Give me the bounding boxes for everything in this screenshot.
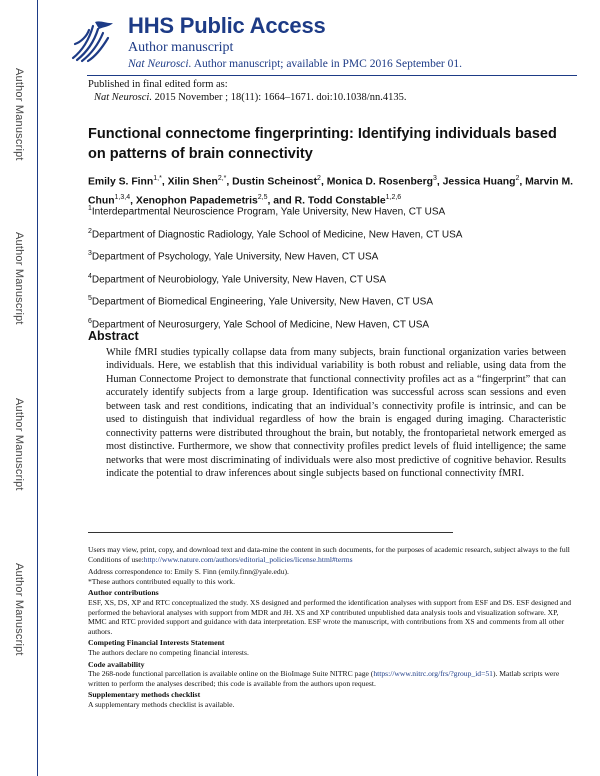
code-availability-text: The 268-node functional parcellation is available online on the BioImage Suite NITRC page (https://www.nitrc.org/frs/?group_id=51). Matlab scripts were written to perform the analyses described; this code is available from the authors upon request.	[88, 669, 560, 688]
abstract-heading: Abstract	[88, 329, 139, 343]
contributions-text: ESF, XS, DS, XP and RTC conceptualized the study. XS designed and performed the identification analyses with support from ESF and DS. ESF designed and performed the behavioral analyses with support from MDR and JH. XS and XP contributed unpublished data analysis tools and visualization software. XP, MMC and RTC provided support and guidance with data interpretation. ESF wrote the manuscript, with contributions from XS and comments from all other authors.	[88, 597, 572, 636]
footnote-rule	[88, 532, 453, 533]
affiliation-number: 5	[88, 295, 92, 302]
affiliation-text: Department of Psychology, Yale University, New Haven, CT USA	[91, 251, 379, 263]
affiliation-text: Department of Diagnostic Radiology, Yale School of Medicine, New Haven, CT USA	[91, 228, 463, 240]
affiliation	[88, 295, 578, 318]
nitrc-link[interactable]: https://www.nitrc.org/frs/?group_id=51	[373, 669, 493, 679]
author-manuscript-label: Author Manuscript	[13, 232, 25, 325]
author-separator: ,	[519, 176, 526, 188]
author-name: Marvin M. Chun	[88, 176, 574, 207]
affiliation	[88, 205, 578, 228]
journal-name: Nat Neurosci.	[128, 58, 192, 70]
affiliation-number: 4	[88, 272, 92, 280]
author-affiliation-marker: 2,5	[257, 194, 268, 202]
affiliation-text: Department of Neurosurgery, Yale School of Medicine, New Haven, CT USA	[91, 318, 430, 330]
terms-of-use: Users may view, print, copy, and download text and data-mine the content in such documents, for the purposes of academic research, subject always to the full Conditions of use:http://www.nature.com/authors/editorial_policies/license.html#terms	[88, 545, 570, 564]
author-name: Jessica Huang	[442, 176, 516, 188]
affiliation	[88, 318, 578, 341]
author-name: Xenophon Papademetris	[135, 195, 258, 207]
affiliation	[88, 228, 578, 251]
availability-line	[128, 58, 462, 70]
competing-interests-heading: Competing Financial Interests Statement	[88, 638, 225, 648]
author-separator: ,	[130, 195, 136, 207]
author-manuscript-label: Author Manuscript	[13, 68, 25, 161]
author-affiliation-marker: 1,2,6	[385, 194, 402, 202]
competing-interests-text: The authors declare no competing financial interests.	[88, 647, 249, 657]
margin-rule	[37, 0, 38, 776]
author-separator: ,	[161, 176, 168, 188]
author-name: R. Todd Constable	[294, 195, 386, 207]
equal-contribution-note: *These authors contributed equally to this work.	[88, 576, 235, 586]
author-manuscript-label: Author Manuscript	[13, 398, 25, 491]
affiliation-number: 2	[88, 227, 92, 235]
author-affiliation-marker: 1,3,4	[114, 194, 131, 202]
affiliation-number: 1	[88, 205, 92, 212]
code-availability-heading: Code availability	[88, 659, 145, 669]
author-name: Dustin Scheinost	[232, 176, 318, 188]
paper-title: Functional connectome fingerprinting: Identifying individuals based on patterns of brain connectivity	[88, 126, 557, 162]
author-name: Xilin Shen	[167, 176, 218, 188]
affiliation-text: Interdepartmental Neuroscience Program, Yale University, New Haven, CT USA	[91, 206, 446, 218]
author-affiliation-marker: 2	[515, 175, 520, 182]
author-manuscript-label: Author Manuscript	[13, 563, 25, 656]
availability-text: Author manuscript; available in PMC 2016 September 01.	[191, 58, 462, 70]
supplementary-text: A supplementary methods checklist is available.	[88, 699, 235, 709]
hhs-public-access-title: HHS Public Access	[128, 13, 326, 38]
abstract-text: While fMRI studies typically collapse data from many subjects, brain functional organization varies between individuals. Here, we establish that this individual variability is both robust and reliable, using data from the Human Connectome Project to demonstrate that functional connectivity profiles act as a “fingerprint” that can accurately identify subjects from a large group. Identification was successful across scan sessions and even between task and rest conditions, indicating that an individual’s connectivity profile is intrinsic, and can be used to distinguish that individual regardless of how the brain is engaged during imaging. Characteristic connectivity patterns were distributed throughout the brain, but notably, the frontoparietal network emerged as most distinctive. Furthermore, we show that connectivity profiles predict levels of fluid intelligence; the same networks that were most discriminating of individuals were also most predictive of cognitive behavior. Results indicate the potential to draw inferences about single subjects based on functional connectivity fMRI.	[106, 347, 566, 480]
supplementary-heading: Supplementary methods checklist	[88, 690, 201, 700]
citation-journal: Nat Neurosci.	[94, 92, 152, 103]
affiliation-number: 3	[88, 250, 92, 257]
hhs-eagle-logo-icon	[67, 14, 119, 66]
author-affiliation-marker: 1,*	[153, 175, 162, 182]
citation	[88, 91, 406, 104]
author-separator: , and	[267, 195, 295, 207]
publication-info	[88, 78, 406, 104]
side-margin	[0, 0, 36, 776]
affiliation-number: 6	[88, 317, 92, 325]
author-name: Emily S. Finn	[88, 176, 154, 188]
affiliation	[88, 250, 578, 273]
author-manuscript-subtitle: Author manuscript	[128, 40, 234, 55]
published-as-label: Published in final edited form as:	[88, 79, 228, 90]
author-affiliation-marker: 2,*	[217, 175, 227, 182]
terms-link[interactable]: http://www.nature.com/authors/editorial_policies/license.html#terms	[143, 554, 353, 564]
affiliation-list	[88, 205, 578, 340]
contributions-heading: Author contributions	[88, 588, 159, 598]
footnotes	[88, 545, 578, 710]
affiliation-text: Department of Biomedical Engineering, Yale University, New Haven, CT USA	[91, 296, 433, 308]
author-separator: ,	[436, 176, 443, 188]
affiliation	[88, 273, 578, 296]
author-name: Monica D. Rosenberg	[326, 176, 433, 188]
author-affiliation-marker: 3	[432, 175, 437, 182]
correspondence: Address correspondence to: Emily S. Finn (emily.finn@yale.edu).	[88, 567, 289, 577]
affiliation-text: Department of Neurobiology, Yale University, New Haven, CT USA	[91, 273, 387, 285]
author-separator: ,	[320, 176, 327, 188]
header-rule	[87, 75, 577, 76]
author-affiliation-marker: 2	[317, 175, 321, 182]
author-separator: ,	[226, 176, 233, 188]
citation-text: 2015 November ; 18(11): 1664–1671. doi:10.1038/nn.4135.	[151, 92, 407, 103]
